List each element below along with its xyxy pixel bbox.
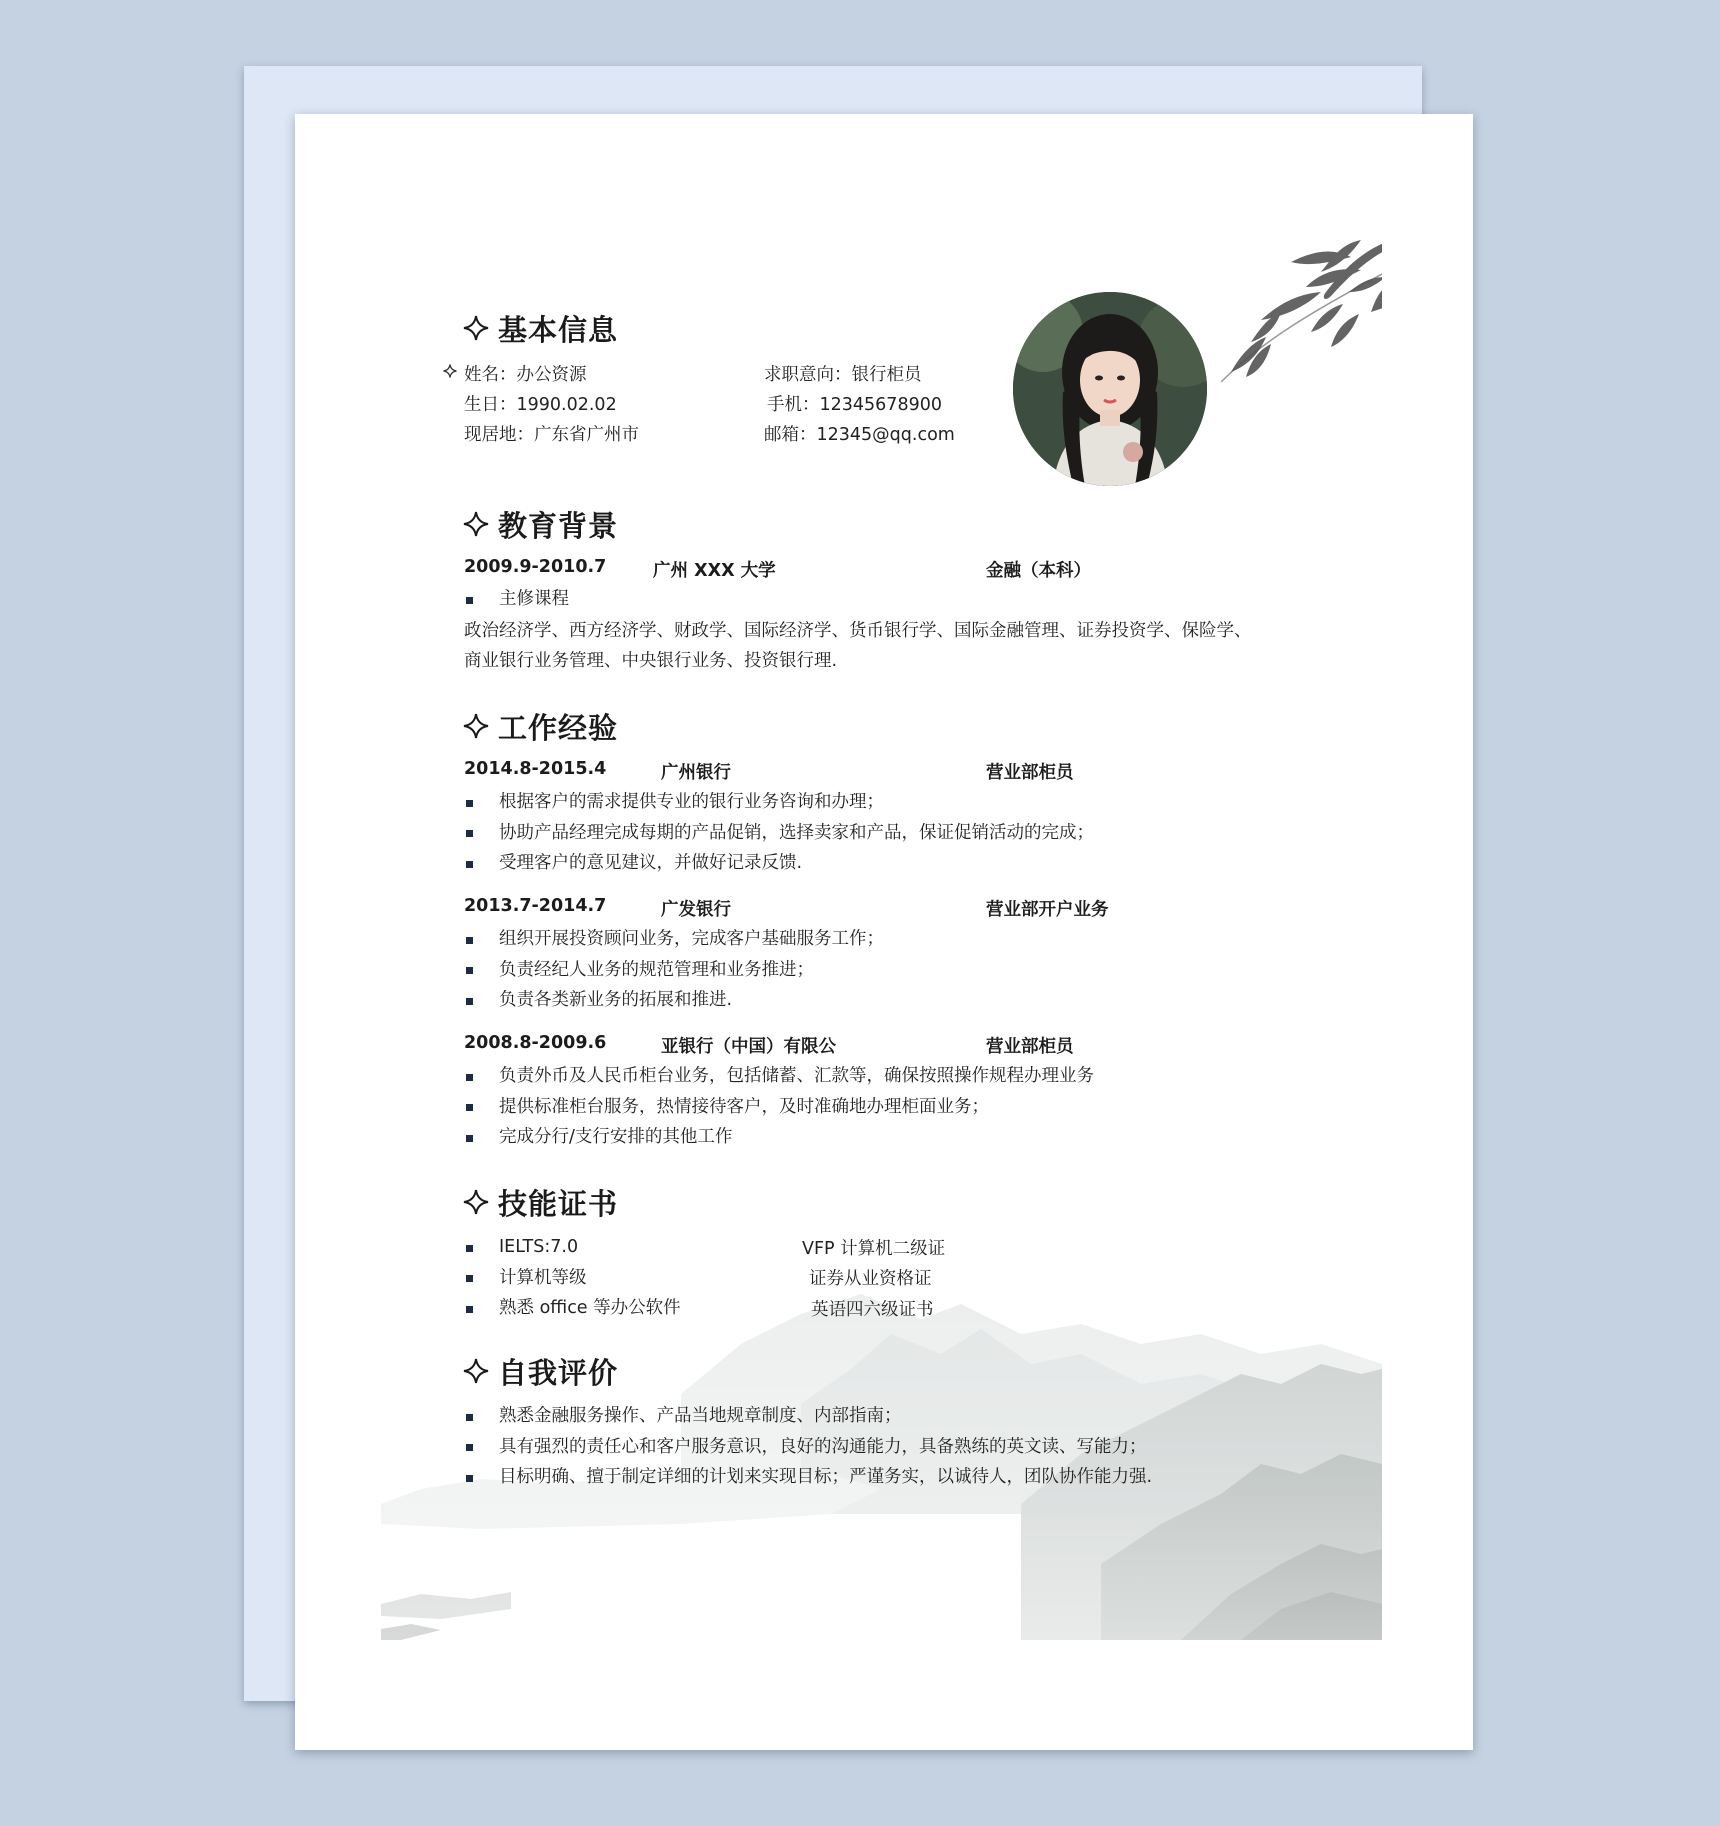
duty-text: 提供标准柜台服务，热情接待客户，及时准确地办理柜面业务； — [499, 1096, 989, 1117]
square-bullet — [466, 597, 473, 604]
square-bullet — [466, 1074, 473, 1081]
square-bullet — [466, 1444, 473, 1451]
birth-field: 生日：1990.02.02 — [464, 395, 617, 415]
list-item — [464, 985, 884, 1016]
job-entry — [464, 759, 1364, 785]
list-item — [464, 955, 884, 986]
evaluation-text: 具有强烈的责任心和客户服务意识，良好的沟通能力，具备熟练的英文读、写能力； — [499, 1436, 1147, 1457]
courses-text — [464, 616, 1252, 676]
list-item — [464, 818, 1094, 849]
education-period: 2009.9-2010.7 — [464, 557, 607, 577]
section-title-text: 基本信息 — [498, 312, 619, 347]
job-duties-list — [464, 787, 1094, 879]
job-duties-list — [464, 1061, 1094, 1153]
section-title-skills — [463, 1182, 618, 1222]
four-point-star-icon — [463, 315, 489, 341]
job-intention-field: 求职意向：银行柜员 — [764, 365, 922, 385]
skill-text: 熟悉 office 等办公软件 — [499, 1298, 681, 1318]
square-bullet — [466, 998, 473, 1005]
square-bullet — [466, 1414, 473, 1421]
courses-line: 商业银行业务管理、中央银行业务、投资银行理. — [464, 651, 838, 671]
section-title-self-evaluation — [463, 1351, 618, 1391]
duty-text: 组织开展投资顾问业务，完成客户基础服务工作； — [499, 929, 884, 949]
section-title-text: 工作经验 — [498, 710, 619, 745]
list-item — [464, 1432, 1152, 1463]
job-duties-list — [464, 924, 884, 1016]
email-field: 邮箱：12345@qq.com — [764, 425, 955, 445]
list-item — [464, 1263, 681, 1294]
education-school: 广州 XXX 大学 — [653, 561, 776, 581]
skill-text: 计算机等级 — [499, 1267, 587, 1288]
list-item — [464, 1232, 681, 1263]
job-company: 广发银行 — [661, 900, 731, 920]
list-item — [464, 787, 1094, 818]
square-bullet — [466, 1104, 473, 1111]
list-item — [464, 924, 884, 955]
job-period: 2014.8-2015.4 — [464, 759, 607, 779]
duty-text: 完成分行/支行安排的其他工作 — [499, 1127, 733, 1147]
list-item — [464, 848, 1094, 879]
four-point-star-icon — [463, 511, 489, 537]
skill-text: 英语四六级证书 — [811, 1300, 934, 1320]
square-bullet — [466, 861, 473, 868]
section-title-education — [463, 504, 618, 544]
four-point-star-icon — [463, 1358, 489, 1384]
phone-field: 手机：12345678900 — [767, 395, 942, 415]
job-entry — [464, 1033, 1364, 1059]
square-bullet — [466, 937, 473, 944]
list-item — [464, 584, 569, 615]
skill-text: 证券从业资格证 — [809, 1269, 932, 1289]
job-position: 营业部柜员 — [986, 1037, 1074, 1057]
duty-text: 负责经纪人业务的规范管理和业务推进； — [499, 959, 814, 980]
evaluation-text: 熟悉金融服务操作、产品当地规章制度、内部指南； — [499, 1406, 902, 1426]
square-bullet — [466, 830, 473, 837]
square-bullet — [466, 1135, 473, 1142]
duty-text: 根据客户的需求提供专业的银行业务咨询和办理； — [499, 792, 884, 812]
job-company: 亚银行（中国）有限公 — [661, 1037, 836, 1057]
self-evaluation-list — [464, 1401, 1152, 1493]
section-title-basic-info — [463, 308, 618, 348]
duty-text: 协助产品经理完成每期的产品促销，选择卖家和产品，保证促销活动的完成； — [499, 822, 1094, 843]
job-position: 营业部开户业务 — [986, 900, 1109, 920]
education-entry — [464, 557, 1364, 583]
four-point-star-icon — [463, 713, 489, 739]
list-item — [464, 1462, 1152, 1493]
section-title-text: 技能证书 — [498, 1186, 619, 1221]
job-period: 2013.7-2014.7 — [464, 896, 607, 916]
bamboo-leaves-decoration — [1221, 232, 1382, 392]
square-bullet — [466, 1306, 473, 1313]
job-company: 广州银行 — [661, 763, 731, 783]
evaluation-text: 目标明确、擅于制定详细的计划来实现目标；严谨务实，以诚待人，团队协作能力强. — [499, 1467, 1153, 1487]
job-entry — [464, 896, 1364, 922]
education-major: 金融（本科） — [986, 561, 1091, 581]
list-item — [464, 1293, 681, 1324]
four-point-star-icon — [443, 364, 457, 378]
resume-document — [381, 224, 1382, 1640]
courses-label-list — [464, 584, 569, 615]
skill-text: VFP 计算机二级证 — [802, 1239, 946, 1259]
job-position: 营业部柜员 — [986, 763, 1074, 783]
list-item — [464, 1092, 1094, 1123]
duty-text: 受理客户的意见建议，并做好记录反馈. — [499, 853, 803, 873]
square-bullet — [466, 1475, 473, 1482]
list-item — [464, 1122, 1094, 1153]
section-title-work — [463, 706, 618, 746]
name-field: 姓名：办公资源 — [464, 365, 587, 385]
skills-list — [464, 1232, 681, 1324]
square-bullet — [466, 1275, 473, 1282]
courses-label: 主修课程 — [499, 589, 569, 609]
duty-text: 负责各类新业务的拓展和推进. — [499, 990, 733, 1010]
courses-line: 政治经济学、西方经济学、财政学、国际经济学、货币银行学、国际金融管理、证券投资学、保险学、 — [464, 621, 1252, 641]
section-title-text: 教育背景 — [498, 508, 619, 543]
list-item — [464, 1401, 1152, 1432]
duty-text: 负责外币及人民币柜台业务，包括储蓄、汇款等，确保按照操作规程办理业务 — [499, 1066, 1094, 1086]
square-bullet — [466, 1245, 473, 1252]
square-bullet — [466, 800, 473, 807]
profile-photo — [1013, 292, 1207, 486]
job-period: 2008.8-2009.6 — [464, 1033, 607, 1053]
section-title-text: 自我评价 — [498, 1355, 619, 1390]
address-field: 现居地：广东省广州市 — [464, 425, 639, 445]
list-item — [464, 1061, 1094, 1092]
skill-text: IELTS:7.0 — [499, 1237, 579, 1257]
square-bullet — [466, 967, 473, 974]
four-point-star-icon — [463, 1189, 489, 1215]
